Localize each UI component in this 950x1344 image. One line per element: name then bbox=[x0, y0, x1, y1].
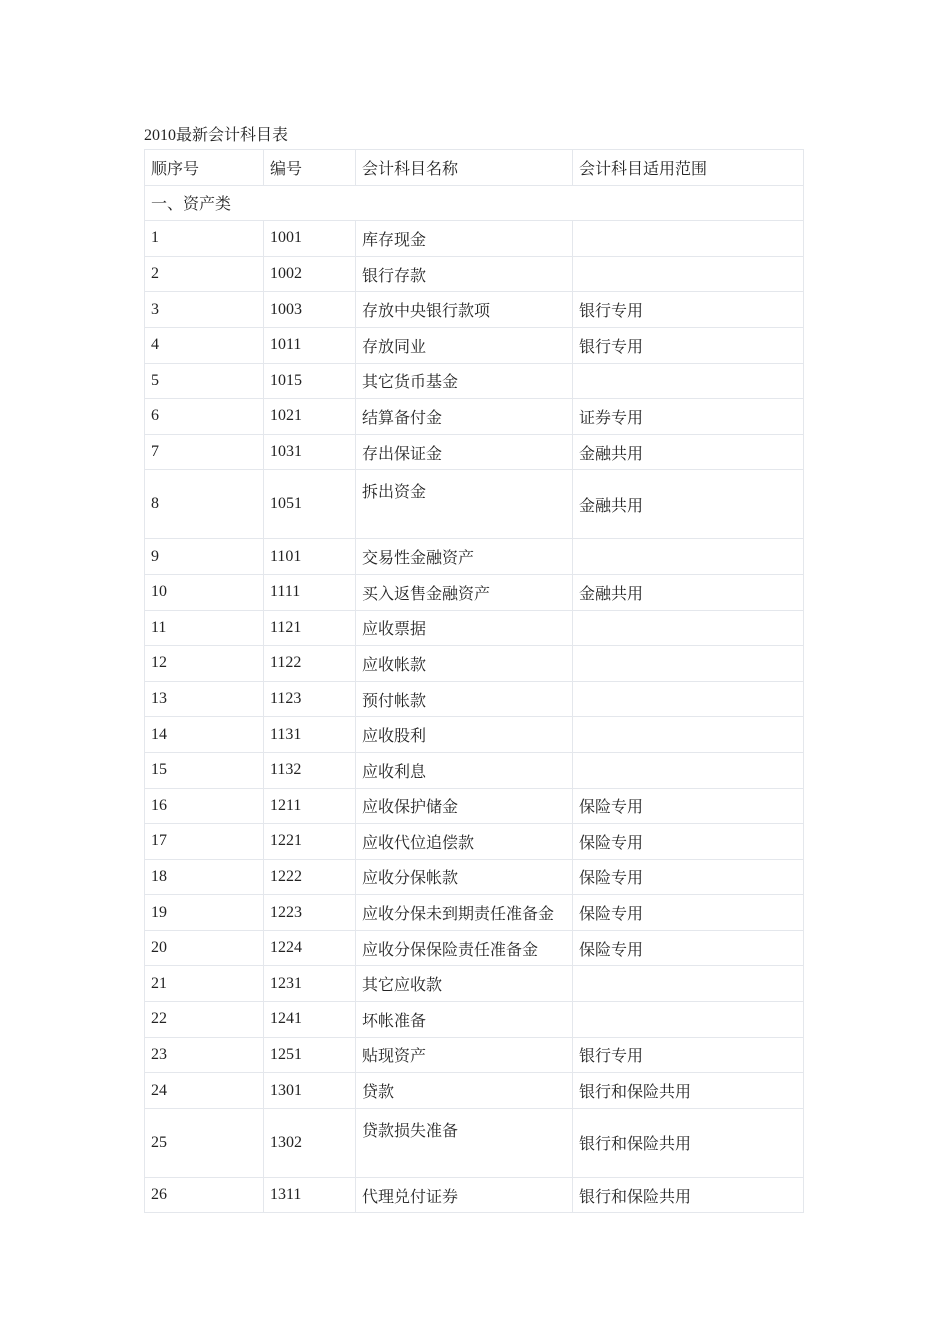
row-seq: 13 bbox=[145, 681, 264, 717]
row-code: 1302 bbox=[264, 1108, 356, 1177]
row-seq: 5 bbox=[145, 363, 264, 399]
row-subject-name: 应收代位追偿款 bbox=[356, 824, 573, 860]
row-subject-name: 存出保证金 bbox=[356, 434, 573, 470]
row-subject-name: 应收股利 bbox=[356, 717, 573, 753]
table-row bbox=[145, 752, 804, 788]
row-code: 1002 bbox=[264, 256, 356, 292]
header-code: 编号 bbox=[264, 150, 356, 186]
table-row bbox=[145, 895, 804, 931]
row-subject-name: 应收分保帐款 bbox=[356, 859, 573, 895]
row-seq: 1 bbox=[145, 221, 264, 257]
row-subject-name: 交易性金融资产 bbox=[356, 539, 573, 575]
row-code: 1131 bbox=[264, 717, 356, 753]
row-scope: 银行和保险共用 bbox=[573, 1108, 804, 1177]
row-seq: 6 bbox=[145, 399, 264, 435]
row-code: 1121 bbox=[264, 610, 356, 646]
row-code: 1222 bbox=[264, 859, 356, 895]
table-row bbox=[145, 1108, 804, 1177]
row-subject-name: 坏帐准备 bbox=[356, 1002, 573, 1038]
row-scope bbox=[573, 1002, 804, 1038]
row-seq: 7 bbox=[145, 434, 264, 470]
table-row bbox=[145, 539, 804, 575]
row-subject-name: 买入返售金融资产 bbox=[356, 574, 573, 610]
row-seq: 12 bbox=[145, 646, 264, 682]
row-seq: 16 bbox=[145, 788, 264, 824]
row-subject-name: 其它货币基金 bbox=[356, 363, 573, 399]
row-scope bbox=[573, 646, 804, 682]
row-scope bbox=[573, 539, 804, 575]
row-scope: 金融共用 bbox=[573, 470, 804, 539]
header-scope: 会计科目适用范围 bbox=[573, 150, 804, 186]
row-subject-name: 存放中央银行款项 bbox=[356, 292, 573, 328]
section-row bbox=[145, 185, 804, 221]
row-seq: 15 bbox=[145, 752, 264, 788]
row-seq: 8 bbox=[145, 470, 264, 539]
row-code: 1223 bbox=[264, 895, 356, 931]
row-seq: 2 bbox=[145, 256, 264, 292]
table-row bbox=[145, 574, 804, 610]
row-seq: 19 bbox=[145, 895, 264, 931]
header-seq: 顺序号 bbox=[145, 150, 264, 186]
row-code: 1221 bbox=[264, 824, 356, 860]
row-seq: 24 bbox=[145, 1073, 264, 1109]
row-code: 1122 bbox=[264, 646, 356, 682]
table-header-row bbox=[145, 150, 804, 186]
row-scope: 保险专用 bbox=[573, 859, 804, 895]
table-row bbox=[145, 646, 804, 682]
row-scope: 银行专用 bbox=[573, 292, 804, 328]
row-code: 1224 bbox=[264, 930, 356, 966]
row-code: 1051 bbox=[264, 470, 356, 539]
row-subject-name: 预付帐款 bbox=[356, 681, 573, 717]
row-seq: 21 bbox=[145, 966, 264, 1002]
header-name: 会计科目名称 bbox=[356, 150, 573, 186]
row-seq: 18 bbox=[145, 859, 264, 895]
row-code: 1211 bbox=[264, 788, 356, 824]
table-row bbox=[145, 256, 804, 292]
row-scope: 银行和保险共用 bbox=[573, 1073, 804, 1109]
table-row bbox=[145, 930, 804, 966]
row-scope: 保险专用 bbox=[573, 930, 804, 966]
row-seq: 10 bbox=[145, 574, 264, 610]
row-code: 1311 bbox=[264, 1177, 356, 1213]
document-title: 2010最新会计科目表 bbox=[144, 127, 289, 144]
row-code: 1001 bbox=[264, 221, 356, 257]
table-row bbox=[145, 292, 804, 328]
row-seq: 20 bbox=[145, 930, 264, 966]
row-scope bbox=[573, 221, 804, 257]
table-row bbox=[145, 1002, 804, 1038]
table-row bbox=[145, 434, 804, 470]
row-subject-name: 应收分保未到期责任准备金 bbox=[356, 895, 573, 931]
row-subject-name: 贷款 bbox=[356, 1073, 573, 1109]
row-seq: 9 bbox=[145, 539, 264, 575]
table-row bbox=[145, 966, 804, 1002]
row-scope bbox=[573, 363, 804, 399]
row-scope: 保险专用 bbox=[573, 895, 804, 931]
row-scope: 金融共用 bbox=[573, 434, 804, 470]
section-label: 一、资产类 bbox=[145, 185, 804, 221]
row-seq: 17 bbox=[145, 824, 264, 860]
row-seq: 14 bbox=[145, 717, 264, 753]
row-scope: 银行和保险共用 bbox=[573, 1177, 804, 1213]
row-code: 1132 bbox=[264, 752, 356, 788]
row-code: 1241 bbox=[264, 1002, 356, 1038]
row-subject-name: 其它应收款 bbox=[356, 966, 573, 1002]
row-seq: 3 bbox=[145, 292, 264, 328]
table-row bbox=[145, 859, 804, 895]
row-scope: 银行专用 bbox=[573, 327, 804, 363]
row-code: 1015 bbox=[264, 363, 356, 399]
table-row bbox=[145, 1177, 804, 1213]
row-seq: 4 bbox=[145, 327, 264, 363]
row-code: 1251 bbox=[264, 1037, 356, 1073]
row-scope bbox=[573, 966, 804, 1002]
row-code: 1011 bbox=[264, 327, 356, 363]
row-scope: 银行专用 bbox=[573, 1037, 804, 1073]
row-subject-name: 贴现资产 bbox=[356, 1037, 573, 1073]
table-row bbox=[145, 363, 804, 399]
table-row bbox=[145, 1037, 804, 1073]
row-scope: 金融共用 bbox=[573, 574, 804, 610]
row-subject-name: 库存现金 bbox=[356, 221, 573, 257]
row-scope bbox=[573, 752, 804, 788]
accounting-subjects-table bbox=[144, 149, 804, 1213]
row-subject-name: 拆出资金 bbox=[356, 470, 573, 539]
table-row bbox=[145, 788, 804, 824]
row-code: 1231 bbox=[264, 966, 356, 1002]
row-subject-name: 存放同业 bbox=[356, 327, 573, 363]
row-scope bbox=[573, 256, 804, 292]
row-subject-name: 应收保护储金 bbox=[356, 788, 573, 824]
row-subject-name: 应收分保保险责任准备金 bbox=[356, 930, 573, 966]
row-code: 1301 bbox=[264, 1073, 356, 1109]
table-row bbox=[145, 824, 804, 860]
table-row bbox=[145, 399, 804, 435]
row-code: 1031 bbox=[264, 434, 356, 470]
row-subject-name: 代理兑付证券 bbox=[356, 1177, 573, 1213]
row-code: 1123 bbox=[264, 681, 356, 717]
row-subject-name: 贷款损失准备 bbox=[356, 1108, 573, 1177]
row-code: 1003 bbox=[264, 292, 356, 328]
row-code: 1101 bbox=[264, 539, 356, 575]
table-row bbox=[145, 610, 804, 646]
row-subject-name: 应收票据 bbox=[356, 610, 573, 646]
row-seq: 22 bbox=[145, 1002, 264, 1038]
row-scope: 保险专用 bbox=[573, 824, 804, 860]
row-subject-name: 结算备付金 bbox=[356, 399, 573, 435]
table-row bbox=[145, 1073, 804, 1109]
row-scope: 证券专用 bbox=[573, 399, 804, 435]
row-subject-name: 应收帐款 bbox=[356, 646, 573, 682]
table-row bbox=[145, 327, 804, 363]
row-subject-name: 银行存款 bbox=[356, 256, 573, 292]
row-seq: 11 bbox=[145, 610, 264, 646]
row-seq: 23 bbox=[145, 1037, 264, 1073]
table-row bbox=[145, 221, 804, 257]
row-scope bbox=[573, 681, 804, 717]
row-scope: 保险专用 bbox=[573, 788, 804, 824]
row-code: 1111 bbox=[264, 574, 356, 610]
table-row bbox=[145, 717, 804, 753]
row-subject-name: 应收利息 bbox=[356, 752, 573, 788]
row-scope bbox=[573, 610, 804, 646]
table-row bbox=[145, 470, 804, 539]
row-seq: 25 bbox=[145, 1108, 264, 1177]
row-seq: 26 bbox=[145, 1177, 264, 1213]
row-code: 1021 bbox=[264, 399, 356, 435]
table-row bbox=[145, 681, 804, 717]
row-scope bbox=[573, 717, 804, 753]
